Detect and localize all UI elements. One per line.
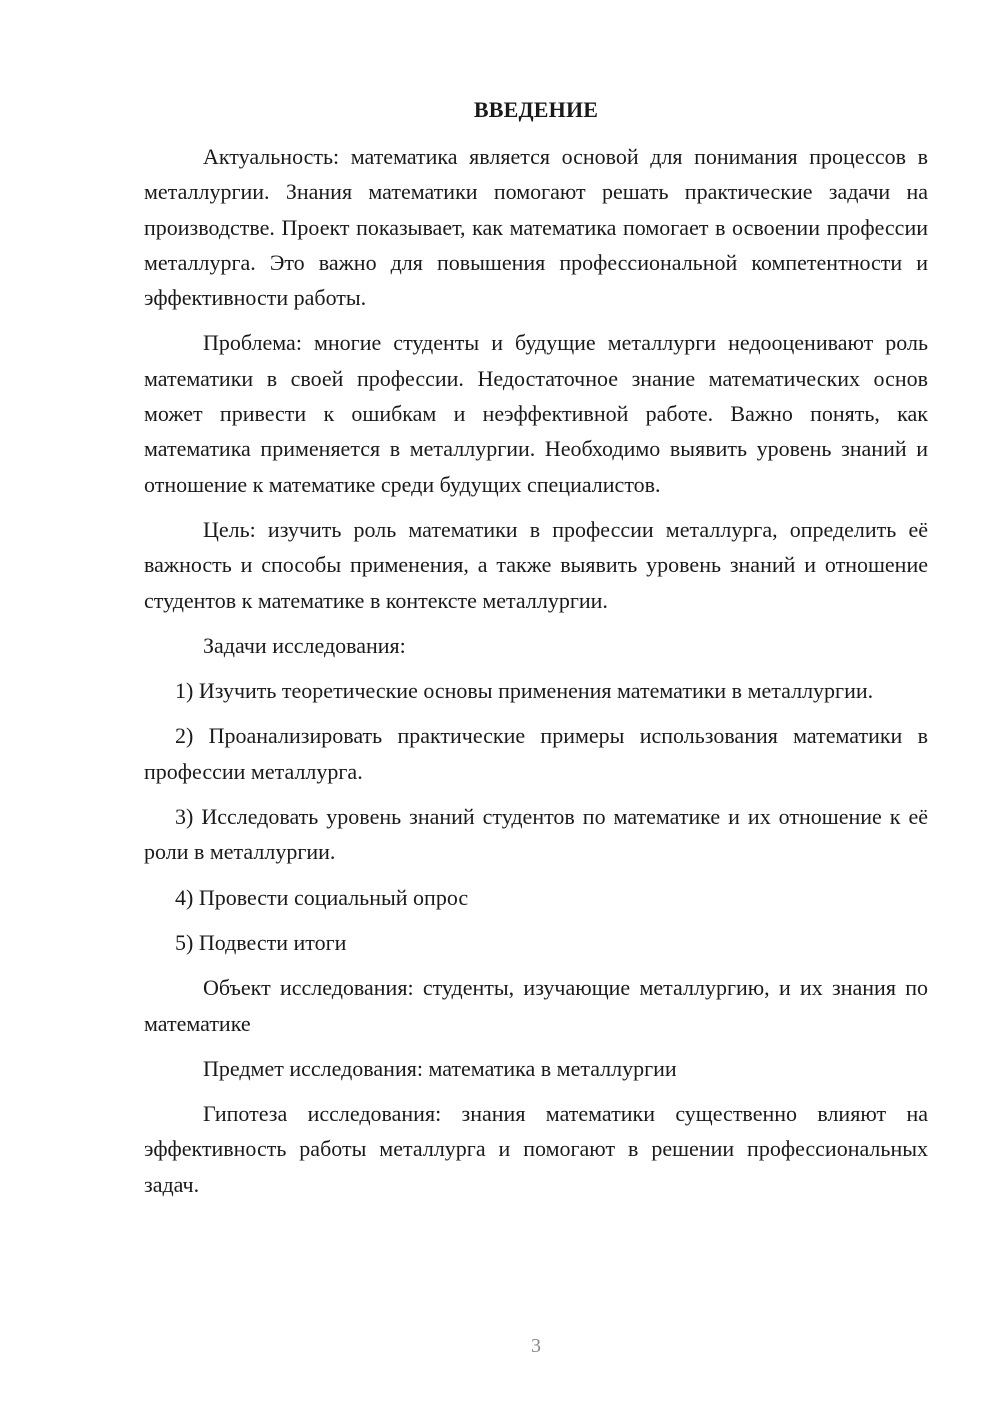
page-content bbox=[144, 92, 928, 1212]
paragraph-problem: Проблема: многие студенты и будущие металлурги недооценивают роль математики в своей профессии. Недостаточное знание математических основ может привести к ошибкам и неэффективной работе. Важно понять, как математика применяется в металлургии. Необходимо выявить уровень знаний и отношение к математике среди будущих специалистов. bbox=[144, 330, 928, 497]
task-item-4: 4) Провести социальный опрос bbox=[175, 884, 469, 910]
task-item-5: 5) Подвести итоги bbox=[175, 929, 347, 955]
paragraph-hypothesis: Гипотеза исследования: знания математики существенно влияют на эффективность работы металлурга и помогают в решении профессиональных задач. bbox=[144, 1101, 928, 1197]
page-number: 3 bbox=[531, 1335, 541, 1357]
paragraph-goal: Цель: изучить роль математики в профессии металлурга, определить её важность и способы применения, а также выявить уровень знаний и отношение студентов к математике в контексте металлургии. bbox=[144, 516, 928, 613]
section-title: ВВЕДЕНИЕ bbox=[473, 97, 599, 122]
task-item-3: 3) Исследовать уровень знаний студентов по математике и их отношение к её роли в металлургии. bbox=[144, 804, 928, 865]
paragraph-relevance: Актуальность: математика является основой для понимания процессов в металлургии. Знания математики помогают решать практические задачи на производстве. Проект показывает, как математика помогает в освоении профессии металлурга. Это важно для повышения профессиональной компетентности и эффективности работы. bbox=[144, 144, 928, 311]
paragraph-tasks-heading: Задачи исследования: bbox=[203, 632, 406, 658]
task-item-1: 1) Изучить теоретические основы применения математики в металлургии. bbox=[175, 678, 874, 704]
paragraph-object: Объект исследования: студенты, изучающие металлургию, и их знания по математике bbox=[144, 975, 928, 1036]
task-item-2: 2) Проанализировать практические примеры использования математики в профессии металлурга. bbox=[144, 723, 928, 784]
paragraph-subject: Предмет исследования: математика в металлургии bbox=[203, 1055, 677, 1081]
